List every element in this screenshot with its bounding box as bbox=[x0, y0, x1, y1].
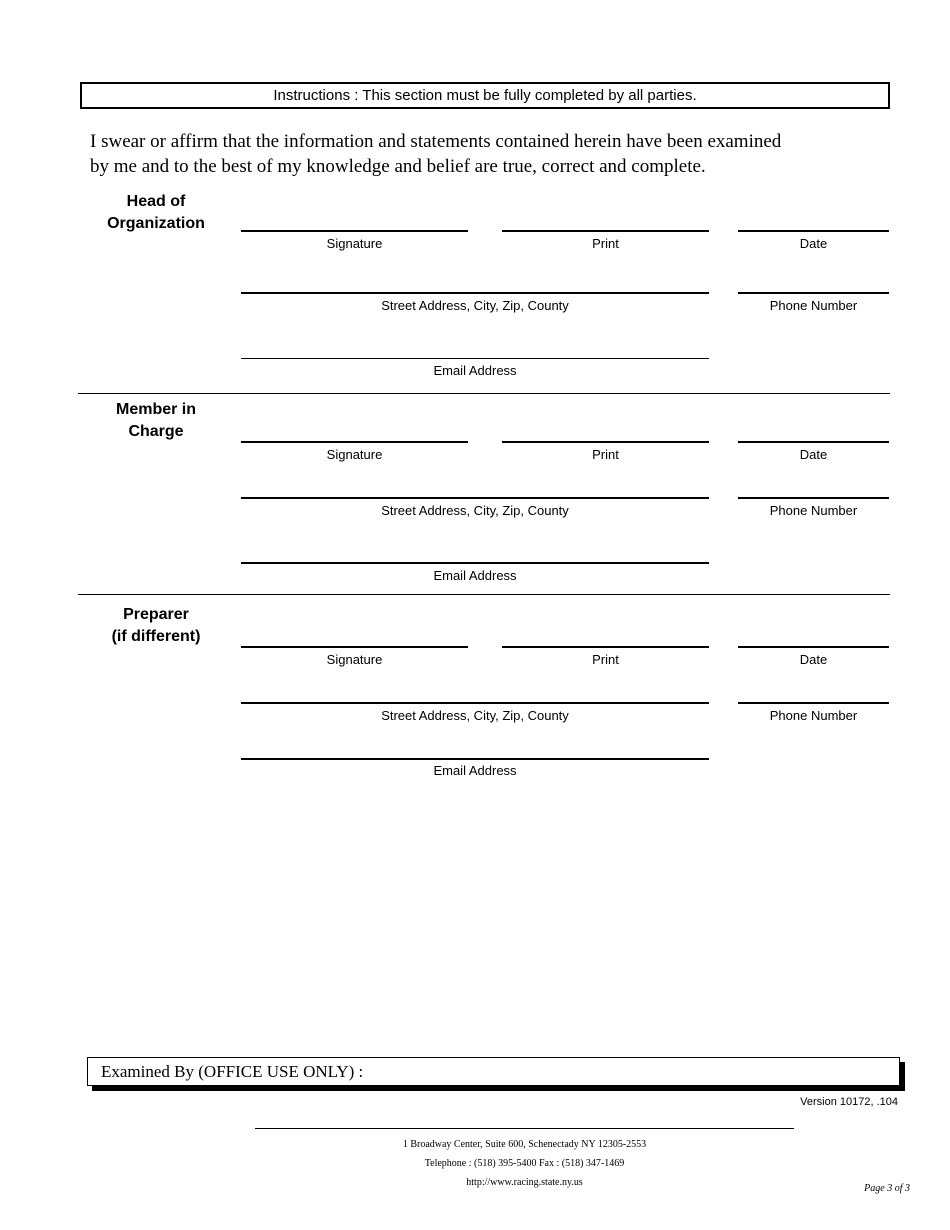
member-signature-field[interactable] bbox=[241, 441, 468, 443]
print-caption: Print bbox=[592, 652, 619, 667]
email-caption: Email Address bbox=[433, 763, 517, 778]
head-email-field[interactable] bbox=[241, 358, 709, 359]
section-divider bbox=[78, 393, 890, 394]
version-label: Version 10172, .104 bbox=[800, 1096, 898, 1108]
date-caption: Date bbox=[799, 236, 828, 251]
preparer-email-field[interactable] bbox=[241, 758, 709, 760]
section-label-line: Charge bbox=[128, 423, 184, 440]
head-signature-field[interactable] bbox=[241, 230, 468, 232]
preparer-print-field[interactable] bbox=[502, 646, 709, 648]
page-number: Page 3 of 3 bbox=[864, 1183, 910, 1194]
footer-address: 1 Broadway Center, Suite 600, Schenectady NY 12305-2553 bbox=[402, 1139, 647, 1150]
signature-caption: Signature bbox=[326, 447, 383, 462]
preparer-date-field[interactable] bbox=[738, 646, 889, 648]
address-caption: Street Address, City, Zip, County bbox=[381, 708, 569, 723]
footer-phone: Telephone : (518) 395-5400 Fax : (518) 347-1469 bbox=[424, 1158, 625, 1169]
oath-line-2: by me and to the best of my knowledge and belief are true, correct and complete. bbox=[90, 156, 706, 177]
oath-statement bbox=[90, 129, 850, 179]
member-email-field[interactable] bbox=[241, 562, 709, 564]
member-phone-field[interactable] bbox=[738, 497, 889, 499]
print-caption: Print bbox=[592, 236, 619, 251]
phone-caption: Phone Number bbox=[769, 298, 858, 313]
examined-by-box[interactable] bbox=[87, 1057, 900, 1086]
head-address-field[interactable] bbox=[241, 292, 709, 294]
section-label-preparer bbox=[90, 604, 222, 648]
footer-url[interactable]: http://www.racing.state.ny.us bbox=[466, 1177, 583, 1188]
head-print-field[interactable] bbox=[502, 230, 709, 232]
date-caption: Date bbox=[799, 447, 828, 462]
section-label-line: Member in bbox=[115, 401, 196, 418]
section-label-line: (if different) bbox=[111, 628, 201, 645]
head-phone-field[interactable] bbox=[738, 292, 889, 294]
examined-by-label: Examined By (OFFICE USE ONLY) : bbox=[101, 1062, 364, 1081]
preparer-address-field[interactable] bbox=[241, 702, 709, 704]
head-date-field[interactable] bbox=[738, 230, 889, 232]
email-caption: Email Address bbox=[433, 363, 517, 378]
print-caption: Print bbox=[592, 447, 619, 462]
section-label-member-in-charge bbox=[90, 399, 222, 443]
email-caption: Email Address bbox=[433, 568, 517, 583]
signature-caption: Signature bbox=[326, 652, 383, 667]
preparer-phone-field[interactable] bbox=[738, 702, 889, 704]
section-label-line: Preparer bbox=[123, 606, 189, 623]
member-print-field[interactable] bbox=[502, 441, 709, 443]
phone-caption: Phone Number bbox=[769, 708, 858, 723]
section-label-head-of-organization bbox=[90, 191, 222, 235]
phone-caption: Phone Number bbox=[769, 503, 858, 518]
preparer-signature-field[interactable] bbox=[241, 646, 468, 648]
section-divider bbox=[78, 594, 890, 595]
section-label-line: Organization bbox=[107, 215, 205, 232]
address-caption: Street Address, City, Zip, County bbox=[381, 503, 569, 518]
member-date-field[interactable] bbox=[738, 441, 889, 443]
oath-line-1: I swear or affirm that the information and statements contained herein have been examined bbox=[90, 131, 782, 152]
instructions-box: Instructions : This section must be fully completed by all parties. bbox=[80, 82, 890, 109]
signature-caption: Signature bbox=[326, 236, 383, 251]
address-caption: Street Address, City, Zip, County bbox=[381, 298, 569, 313]
section-label-line: Head of bbox=[126, 193, 186, 210]
member-address-field[interactable] bbox=[241, 497, 709, 499]
date-caption: Date bbox=[799, 652, 828, 667]
footer-rule bbox=[255, 1128, 794, 1129]
